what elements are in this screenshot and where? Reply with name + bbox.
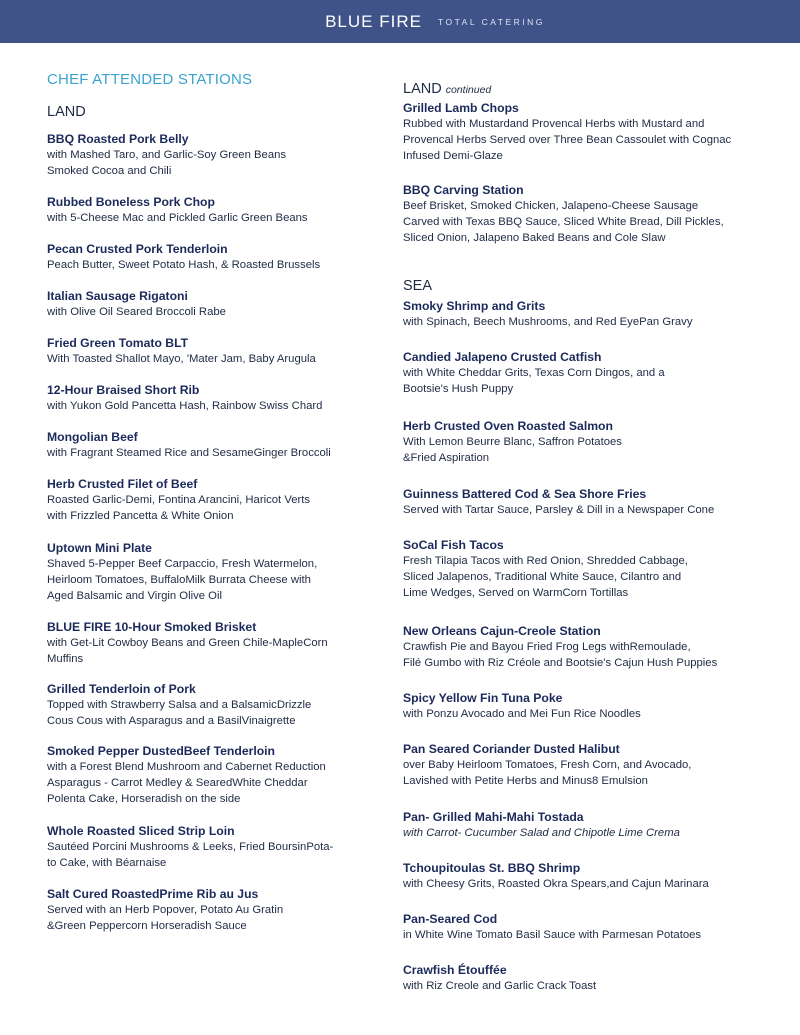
item-description: over Baby Heirloom Tomatoes, Fresh Corn, and Avocado, Lavished with Petite Herbs and Minus8 Emulsion [403,759,692,787]
menu-item [47,540,377,604]
menu-item [403,741,775,789]
item-name: BBQ Roasted Pork Belly [47,132,189,146]
item-description: with 5-Cheese Mac and Pickled Garlic Green Beans [47,212,308,224]
menu-item [403,349,775,397]
menu-item [403,298,775,330]
item-description: Crawfish Pie and Bayou Fried Frog Legs withRemoulade, Filé Gumbo with Riz Créole and Bootsie's Cajun Hush Puppies [403,641,718,669]
menu-item [403,182,775,246]
menu-item [403,486,775,518]
item-description: With Toasted Shallot Mayo, 'Mater Jam, Baby Arugula [47,353,316,365]
item-description: Shaved 5-Pepper Beef Carpaccio, Fresh Watermelon, Heirloom Tomatoes, BuffaloMilk Burrata Cheese with Aged Balsamic and Virgin Olive Oil [47,558,318,602]
item-description: with Yukon Gold Pancetta Hash, Rainbow Swiss Chard [47,400,323,412]
menu-item [403,809,775,841]
menu-item [47,619,377,667]
menu-item [403,962,775,994]
item-name: Smoky Shrimp and Grits [403,299,546,313]
section-heading-text: LAND [403,81,442,97]
item-name: 12-Hour Braised Short Rib [47,383,200,397]
menu-item [47,194,377,226]
item-name: Whole Roasted Sliced Strip Loin [47,824,235,838]
item-description: in White Wine Tomato Basil Sauce with Parmesan Potatoes [403,929,702,941]
item-name: Uptown Mini Plate [47,541,152,555]
item-name: Pecan Crusted Pork Tenderloin [47,242,228,256]
menu-item [47,823,377,871]
item-description: Sautéed Porcini Mushrooms & Leeks, Fried BoursinPota- to Cake, with Béarnaise [47,841,334,869]
section-heading-land-continued [403,81,491,97]
item-name: Herb Crusted Filet of Beef [47,477,198,491]
item-description: Topped with Strawberry Salsa and a BalsamicDrizzle Cous Cous with Asparagus and a BasilVinaigrette [47,699,312,727]
item-description: with Mashed Taro, and Garlic-Soy Green Beans Smoked Cocoa and Chili [47,149,287,177]
item-name: Italian Sausage Rigatoni [47,289,188,303]
item-description: with Get-Lit Cowboy Beans and Green Chile-MapleCorn Muffins [47,637,328,665]
menu-item [403,537,775,601]
menu-item [403,860,775,892]
menu-item [403,623,775,671]
item-description: Peach Butter, Sweet Potato Hash, & Roasted Brussels [47,259,321,271]
item-description: with Spinach, Beech Mushrooms, and Red EyePan Gravy [403,316,693,328]
item-description: with a Forest Blend Mushroom and Cabernet Reduction Asparagus - Carrot Medley & SearedWhite Cheddar Polenta Cake, Horseradish on the side [47,761,326,805]
menu-item [47,288,377,320]
item-name: BLUE FIRE 10-Hour Smoked Brisket [47,620,257,634]
item-description: Rubbed with Mustardand Provencal Herbs with Mustard and Provencal Herbs Served over Three Bean Cassoulet with Cognac Infused Demi-Glaze [403,118,732,162]
header-bar [0,0,800,43]
item-name: Candied Jalapeno Crusted Catfish [403,350,602,364]
section-heading-land: LAND [47,104,86,120]
menu-item [47,743,377,807]
section-heading-sea: SEA [403,278,433,294]
item-description: with Olive Oil Seared Broccoli Rabe [47,306,226,318]
item-name: SoCal Fish Tacos [403,538,504,552]
menu-item [403,690,775,722]
item-description: Served with an Herb Popover, Potato Au Gratin &Green Peppercorn Horseradish Sauce [47,904,284,932]
menu-item [47,476,377,524]
item-name: Guinness Battered Cod & Sea Shore Fries [403,487,647,501]
menu-item [47,429,377,461]
menu-item [47,886,377,934]
item-description: Beef Brisket, Smoked Chicken, Jalapeno-Cheese Sausage Carved with Texas BBQ Sauce, Sliced White Bread, Dill Pickles, Sliced Onion, Jalapeno Baked Beans and Cole Slaw [403,200,724,244]
menu-item [47,335,377,367]
item-description: with White Cheddar Grits, Texas Corn Dingos, and a Bootsie's Hush Puppy [403,367,665,395]
menu-item [47,382,377,414]
menu-item [47,681,377,729]
menu-item [403,418,775,466]
item-name: Crawfish Étouffée [403,963,507,977]
item-name: Salt Cured RoastedPrime Rib au Jus [47,887,259,901]
brand-tagline: TOTAL CATERING [437,16,545,27]
item-name: Grilled Tenderloin of Pork [47,682,196,696]
item-name: Pan Seared Coriander Dusted Halibut [403,742,620,756]
item-name: Smoked Pepper DustedBeef Tenderloin [47,744,275,758]
menu-item [47,131,377,179]
brand-name: BLUE FIRE [325,11,422,31]
item-description: Served with Tartar Sauce, Parsley & Dill in a Newspaper Cone [403,504,715,516]
item-description: with Fragrant Steamed Rice and SesameGinger Broccoli [47,447,331,459]
item-description: with Ponzu Avocado and Mei Fun Rice Noodles [403,708,641,720]
item-name: Pan- Grilled Mahi-Mahi Tostada [403,810,584,824]
menu-item [403,911,775,943]
item-name: Spicy Yellow Fin Tuna Poke [403,691,563,705]
item-name: Tchoupitoulas St. BBQ Shrimp [403,861,581,875]
item-description: with Riz Creole and Garlic Crack Toast [403,980,597,992]
menu-item [403,100,775,164]
item-name: Pan-Seared Cod [403,912,498,926]
item-description: Fresh Tilapia Tacos with Red Onion, Shredded Cabbage, Sliced Jalapenos, Traditional White Sauce, Cilantro and Lime Wedges, Served on WarmCorn Tortillas [403,555,688,599]
item-name: Rubbed Boneless Pork Chop [47,195,215,209]
page-title: CHEF ATTENDED STATIONS [47,71,253,88]
item-description: with Carrot- Cucumber Salad and Chipotle Lime Crema [403,827,680,839]
item-description: With Lemon Beurre Blanc, Saffron Potatoes &Fried Aspiration [403,436,622,464]
menu-item [47,241,377,273]
item-description: with Cheesy Grits, Roasted Okra Spears,and Cajun Marinara [403,878,709,890]
item-name: New Orleans Cajun-Creole Station [403,624,601,638]
item-name: Herb Crusted Oven Roasted Salmon [403,419,613,433]
continued-label: continued [445,84,492,96]
item-name: BBQ Carving Station [403,183,524,197]
item-name: Mongolian Beef [47,430,138,444]
item-name: Fried Green Tomato BLT [47,336,189,350]
item-name: Grilled Lamb Chops [403,101,519,115]
item-description: Roasted Garlic-Demi, Fontina Arancini, Haricot Verts with Frizzled Pancetta & White Onion [47,494,311,522]
